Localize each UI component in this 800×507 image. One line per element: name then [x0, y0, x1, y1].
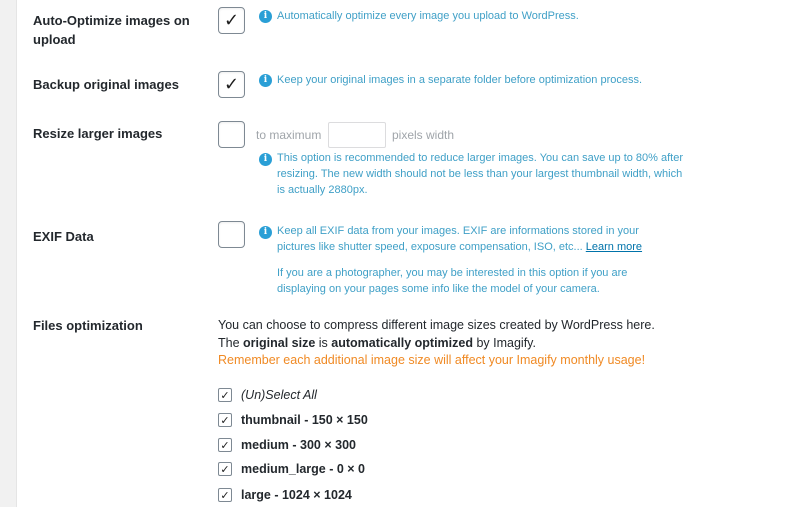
original-is: is — [318, 336, 328, 350]
files-warning: Remember each additional image size will affect your Imagify monthly usage! — [218, 353, 646, 367]
checkmark-icon: ✓ — [220, 413, 230, 427]
large-checkbox[interactable] — [218, 488, 232, 502]
original-by: by Imagify. — [476, 336, 536, 350]
resize-help-line3: is actually 2880px. — [277, 184, 368, 196]
checkmark-icon: ✓ — [220, 388, 230, 402]
size-option-label: medium - 300 × 300 — [241, 438, 356, 452]
checkmark-icon: ✓ — [220, 438, 230, 452]
backup-label: Backup original images — [33, 77, 179, 92]
resize-prefix: to maximum — [256, 128, 322, 142]
resize-help-line2: resizing. The new width should not be less than your largest thumbnail width, which — [277, 168, 683, 180]
original-size: original size — [243, 336, 316, 350]
size-option-medium-large[interactable] — [218, 460, 365, 478]
auto-optimize-label: Auto-Optimize images on upload — [33, 13, 190, 47]
exif-help2-line1: If you are a photographer, you may be interested in this option if you are — [277, 267, 628, 279]
info-icon: i — [259, 74, 272, 87]
medium-large-checkbox[interactable] — [218, 462, 232, 476]
size-option-select-all[interactable] — [218, 386, 317, 404]
checkmark-icon: ✓ — [220, 462, 230, 476]
checkmark-icon: ✓ — [223, 73, 240, 95]
size-option-label: large - 1024 × 1024 — [241, 488, 352, 502]
files-intro: You can choose to compress different image sizes created by WordPress here. — [218, 318, 655, 332]
medium-checkbox[interactable] — [218, 438, 232, 452]
size-option-large[interactable] — [218, 486, 352, 504]
resize-checkbox[interactable] — [218, 121, 245, 148]
thumbnail-checkbox[interactable] — [218, 413, 232, 427]
backup-checkbox[interactable] — [218, 71, 245, 98]
size-option-thumbnail[interactable] — [218, 411, 368, 429]
size-option-label: (Un)Select All — [241, 388, 317, 402]
info-icon: i — [259, 226, 272, 239]
size-option-label: medium_large - 0 × 0 — [241, 462, 366, 476]
exif-help-line2: pictures like shutter speed, exposure compensation, ISO, etc... — [277, 241, 583, 253]
exif-help-line2-wrap — [277, 239, 642, 255]
backup-help: Keep your original images in a separate folder before optimization process. — [277, 74, 643, 86]
auto-optimize-checkbox[interactable] — [218, 7, 245, 34]
auto-optimize-help: Automatically optimize every image you upload to WordPress. — [277, 10, 579, 22]
exif-checkbox[interactable] — [218, 221, 245, 248]
resize-suffix: pixels width — [392, 128, 455, 142]
resize-help-line1: This option is recommended to reduce larger images. You can save up to 80% after — [277, 152, 684, 164]
original-auto: automatically optimized — [331, 336, 473, 350]
learn-more-link[interactable]: Learn more — [585, 241, 643, 253]
resize-width-input[interactable] — [328, 122, 386, 148]
exif-help2-line2: displaying on your pages some info like the model of your camera. — [277, 283, 600, 295]
checkmark-icon: ✓ — [220, 488, 230, 502]
checkmark-icon: ✓ — [223, 9, 240, 31]
exif-help-line1: Keep all EXIF data from your images. EXIF are informations stored in your — [277, 225, 639, 237]
exif-label: EXIF Data — [33, 229, 94, 244]
size-option-label: thumbnail - 150 × 150 — [241, 413, 368, 427]
select-all-checkbox[interactable] — [218, 388, 232, 402]
info-icon: i — [259, 153, 272, 166]
files-original-note — [218, 334, 536, 352]
info-icon: i — [259, 10, 272, 23]
resize-label: Resize larger images — [33, 126, 163, 141]
original-the: The — [218, 336, 240, 350]
files-optimization-label: Files optimization — [33, 318, 143, 333]
size-option-medium[interactable] — [218, 436, 356, 454]
